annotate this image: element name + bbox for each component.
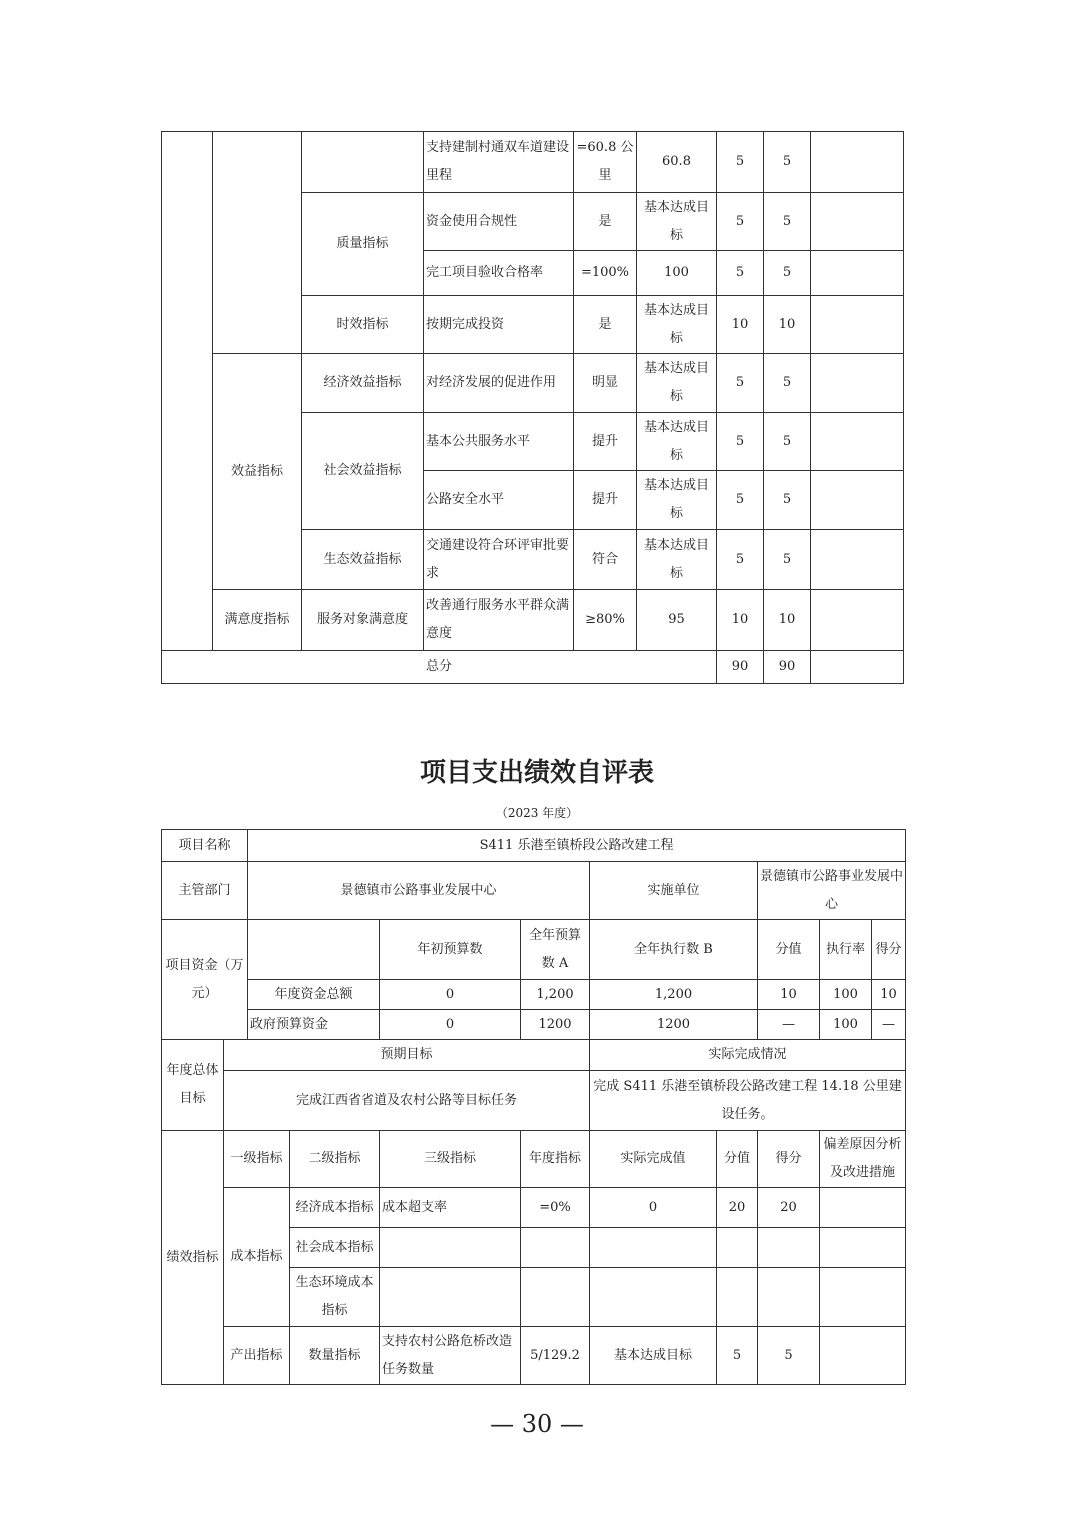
blank-cell <box>758 1268 820 1327</box>
third-indicator: 支持建制村通双车道建设里程 <box>424 132 574 193</box>
blank-cell <box>717 1228 758 1268</box>
third-indicator: 基本公共服务水平 <box>424 413 574 471</box>
col-header: 二级指标 <box>290 1131 380 1188</box>
score-value: 5 <box>717 132 764 193</box>
target: =100% <box>574 251 637 296</box>
perf-label: 绩效指标 <box>162 1131 224 1385</box>
blank-cell <box>380 1228 521 1268</box>
score-value: 5 <box>717 530 764 590</box>
fund-name: 年度资金总额 <box>248 980 380 1010</box>
score: 20 <box>758 1188 820 1228</box>
first-indicator: 满意度指标 <box>213 590 302 651</box>
blank-cell <box>213 132 302 354</box>
score: 10 <box>764 590 811 651</box>
score-value: 5 <box>717 193 764 251</box>
remark <box>820 1327 906 1385</box>
remark <box>811 590 904 651</box>
second-indicator: 质量指标 <box>302 193 424 296</box>
exec-rate: 100 <box>820 980 872 1010</box>
table-row <box>162 1327 906 1385</box>
blank-cell <box>248 920 380 980</box>
executed: 1200 <box>590 1010 758 1040</box>
blank-cell <box>521 1228 590 1268</box>
target: 提升 <box>574 413 637 471</box>
actual: 基本达成目标 <box>637 471 717 530</box>
score-value: 5 <box>717 354 764 413</box>
target: =0% <box>521 1188 590 1228</box>
performance-table-continued <box>161 131 904 684</box>
impl-label: 实施单位 <box>590 862 758 920</box>
actual-label: 实际完成情况 <box>590 1040 906 1071</box>
blank-cell <box>590 1268 717 1327</box>
blank-cell <box>820 1268 906 1327</box>
score: 5 <box>764 132 811 193</box>
fund-name: 政府预算资金 <box>248 1010 380 1040</box>
total-label: 总分 <box>162 651 717 684</box>
second-indicator: 经济效益指标 <box>302 354 424 413</box>
third-indicator: 改善通行服务水平群众满意度 <box>424 590 574 651</box>
table-row <box>162 862 906 920</box>
third-indicator: 公路安全水平 <box>424 471 574 530</box>
col-header: 年度指标 <box>521 1131 590 1188</box>
score: 10 <box>872 980 906 1010</box>
score-value: 5 <box>717 413 764 471</box>
col-header: 一级指标 <box>224 1131 290 1188</box>
year-label: （2023 年度） <box>495 806 579 820</box>
table-row <box>162 1010 906 1040</box>
actual: 100 <box>637 251 717 296</box>
expected-goal: 完成江西省省道及农村公路等目标任务 <box>224 1071 590 1131</box>
target: ≥80% <box>574 590 637 651</box>
page-number: — 30 — <box>490 1410 584 1438</box>
total-row <box>162 651 904 684</box>
second-indicator: 数量指标 <box>290 1327 380 1385</box>
score: 5 <box>764 413 811 471</box>
actual: 95 <box>637 590 717 651</box>
score: 5 <box>764 193 811 251</box>
col-header: 年初预算数 <box>380 920 521 980</box>
blank-cell <box>521 1268 590 1327</box>
second-indicator: 时效指标 <box>302 296 424 354</box>
table-row <box>162 590 904 651</box>
col-header: 全年执行数 B <box>590 920 758 980</box>
table-row <box>162 1040 906 1071</box>
table-row <box>162 1071 906 1131</box>
remark <box>811 354 904 413</box>
table-row <box>162 1188 906 1228</box>
third-indicator: 支持农村公路危桥改造任务数量 <box>380 1327 521 1385</box>
total-score-value: 90 <box>717 651 764 684</box>
score: 5 <box>764 471 811 530</box>
first-indicator: 产出指标 <box>224 1327 290 1385</box>
third-indicator: 资金使用合规性 <box>424 193 574 251</box>
actual: 基本达成目标 <box>637 530 717 590</box>
table-row <box>162 354 904 413</box>
score-value: 5 <box>717 1327 758 1385</box>
funds-label: 项目资金（万元） <box>162 920 248 1040</box>
remark <box>811 132 904 193</box>
actual: 60.8 <box>637 132 717 193</box>
first-indicator: 效益指标 <box>213 354 302 590</box>
annual-budget: 1,200 <box>521 980 590 1010</box>
project-name-label: 项目名称 <box>162 830 248 862</box>
second-indicator: 社会成本指标 <box>290 1228 380 1268</box>
dept: 景德镇市公路事业发展中心 <box>248 862 590 920</box>
score-value: 5 <box>717 471 764 530</box>
blank-cell <box>590 1228 717 1268</box>
table-row <box>162 920 906 980</box>
col-header: 分值 <box>717 1131 758 1188</box>
actual: 0 <box>590 1188 717 1228</box>
initial-budget: 0 <box>380 1010 521 1040</box>
score: — <box>872 1010 906 1040</box>
annual-budget: 1200 <box>521 1010 590 1040</box>
col-header: 偏差原因分析及改进措施 <box>820 1131 906 1188</box>
score-value: 20 <box>717 1188 758 1228</box>
remark <box>811 296 904 354</box>
target: 明显 <box>574 354 637 413</box>
score-value: — <box>758 1010 820 1040</box>
score-value: 5 <box>717 251 764 296</box>
dept-label: 主管部门 <box>162 862 248 920</box>
goal-label: 年度总体目标 <box>162 1040 224 1131</box>
blank-cell <box>380 1268 521 1327</box>
blank-cell <box>162 132 213 651</box>
table-row <box>162 1131 906 1188</box>
score-value: 10 <box>758 980 820 1010</box>
remark <box>811 530 904 590</box>
actual: 基本达成目标 <box>637 354 717 413</box>
second-indicator: 社会效益指标 <box>302 413 424 530</box>
executed: 1,200 <box>590 980 758 1010</box>
col-header: 全年预算数 A <box>521 920 590 980</box>
score: 5 <box>764 530 811 590</box>
remark <box>811 651 904 684</box>
third-indicator: 对经济发展的促进作用 <box>424 354 574 413</box>
second-indicator: 生态环境成本指标 <box>290 1268 380 1327</box>
target: 符合 <box>574 530 637 590</box>
score: 10 <box>764 296 811 354</box>
remark <box>820 1188 906 1228</box>
actual: 基本达成目标 <box>637 413 717 471</box>
actual: 基本达成目标 <box>637 296 717 354</box>
target: 5/129.2 <box>521 1327 590 1385</box>
col-header: 分值 <box>758 920 820 980</box>
score: 5 <box>764 354 811 413</box>
col-header: 执行率 <box>820 920 872 980</box>
blank-cell <box>717 1268 758 1327</box>
page-title: 项目支出绩效自评表 <box>419 758 654 788</box>
second-indicator: 经济成本指标 <box>290 1188 380 1228</box>
third-indicator: 交通建设符合环评审批要求 <box>424 530 574 590</box>
col-header: 得分 <box>872 920 906 980</box>
total-score: 90 <box>764 651 811 684</box>
exec-rate: 100 <box>820 1010 872 1040</box>
first-indicator: 成本指标 <box>224 1188 290 1327</box>
project-name: S411 乐港至镇桥段公路改建工程 <box>248 830 906 862</box>
score: 5 <box>764 251 811 296</box>
expected-label: 预期目标 <box>224 1040 590 1071</box>
actual-result: 完成 S411 乐港至镇桥段公路改建工程 14.18 公里建设任务。 <box>590 1071 906 1131</box>
col-header: 得分 <box>758 1131 820 1188</box>
score: 5 <box>758 1327 820 1385</box>
actual: 基本达成目标 <box>637 193 717 251</box>
second-indicator: 生态效益指标 <box>302 530 424 590</box>
third-indicator: 成本超支率 <box>380 1188 521 1228</box>
blank-cell <box>820 1228 906 1268</box>
table-row <box>162 980 906 1010</box>
remark <box>811 251 904 296</box>
remark <box>811 413 904 471</box>
target: 提升 <box>574 471 637 530</box>
remark <box>811 193 904 251</box>
score-value: 10 <box>717 296 764 354</box>
col-header: 三级指标 <box>380 1131 521 1188</box>
blank-cell <box>302 132 424 193</box>
table-row <box>162 132 904 193</box>
col-header: 实际完成值 <box>590 1131 717 1188</box>
blank-cell <box>758 1228 820 1268</box>
target: =60.8 公里 <box>574 132 637 193</box>
target: 是 <box>574 193 637 251</box>
table-row <box>162 830 906 862</box>
actual: 基本达成目标 <box>590 1327 717 1385</box>
third-indicator: 按期完成投资 <box>424 296 574 354</box>
remark <box>811 471 904 530</box>
second-indicator: 服务对象满意度 <box>302 590 424 651</box>
target: 是 <box>574 296 637 354</box>
score-value: 10 <box>717 590 764 651</box>
impl: 景德镇市公路事业发展中心 <box>758 862 906 920</box>
self-evaluation-table <box>161 829 906 1385</box>
third-indicator: 完工项目验收合格率 <box>424 251 574 296</box>
initial-budget: 0 <box>380 980 521 1010</box>
